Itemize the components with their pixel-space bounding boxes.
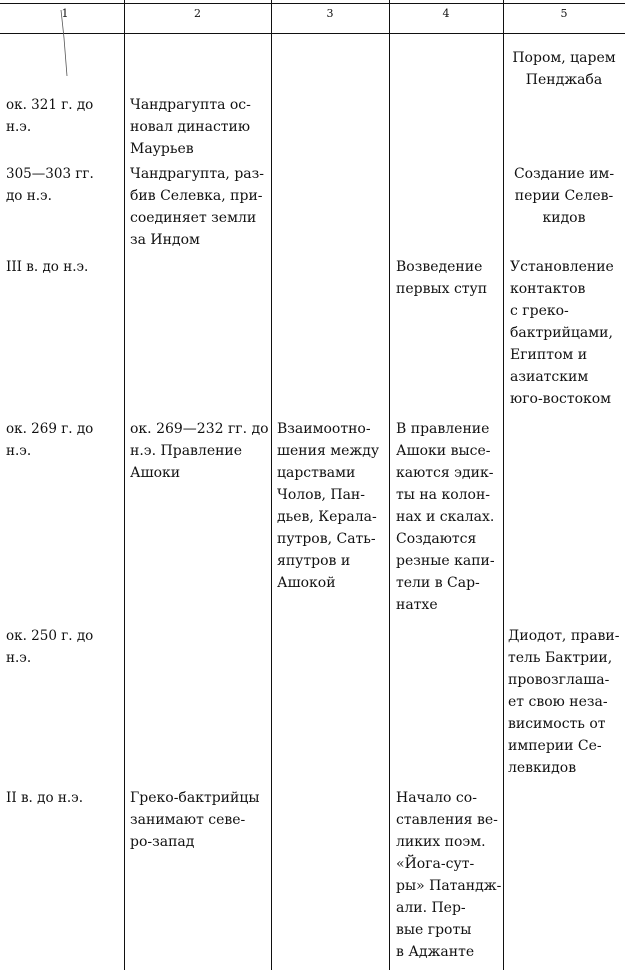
row-6-north-india: Греко-бактрийцы занимают севе- ро-запад [130,790,260,850]
row-3-date: III в. до н.э. [6,259,89,275]
row-3-culture: Возведение первых ступ [396,259,488,297]
row-6-culture: Начало со- ставления ве- ликих поэм. «Йога-сут- ры» Патандж- али. Пер- вые гроты в Аджанте [396,790,502,960]
row-2-north-india: Чандрагупта, раз- бив Селевка, при- соединяет земли за Индом [130,166,264,248]
row-1-date: ок. 321 г. до н.э. [6,97,94,135]
column-divider-2 [271,0,272,970]
header-bottom-rule [0,33,625,34]
row-4-date: ок. 269 г. до н.э. [6,421,94,459]
row-0-event: Пором, царем Пенджаба [512,50,616,88]
row-4-culture: В правление Ашоки высе- каются эдик- ты на колон- нах и скалах. Создаются резные капи- тели в Сар- натхе [396,421,495,613]
row-5-event: Диодот, прави- тель Бактрии, провозглаша- ет свою неза- висимость от империи Се- левкидов [508,628,620,776]
row-5-date: ок. 250 г. до н.э. [6,628,94,666]
header-col-5: 5 [560,7,568,20]
row-3-event: Установление контактов с греко- бактрийцами, Египтом и азиатским юго-востоком [510,259,614,407]
row-4-north-india: ок. 269—232 гг. до н.э. Правление Ашоки [130,421,269,481]
row-4-south-india: Взаимоотно- шения между царствами Чолов, Пан- дьев, Керала- путров, Сать- япутров и Ашокой [277,421,380,591]
header-col-2: 2 [194,7,201,20]
row-1-north-india: Чандрагупта ос- новал династию Маурьев [130,97,251,157]
header-col-4: 4 [442,7,450,20]
row-2-event: Создание им- перии Селев- кидов [513,166,615,226]
column-divider-3 [389,0,390,970]
row-6-date: II в. до н.э. [6,790,84,806]
header-col-3: 3 [326,7,334,20]
row-2-date: 305—303 гг. до н.э. [6,166,94,204]
table-top-border [0,3,625,4]
header-col-1: 1 [61,7,69,20]
column-divider-4 [503,0,504,970]
column-divider-1 [124,0,125,970]
